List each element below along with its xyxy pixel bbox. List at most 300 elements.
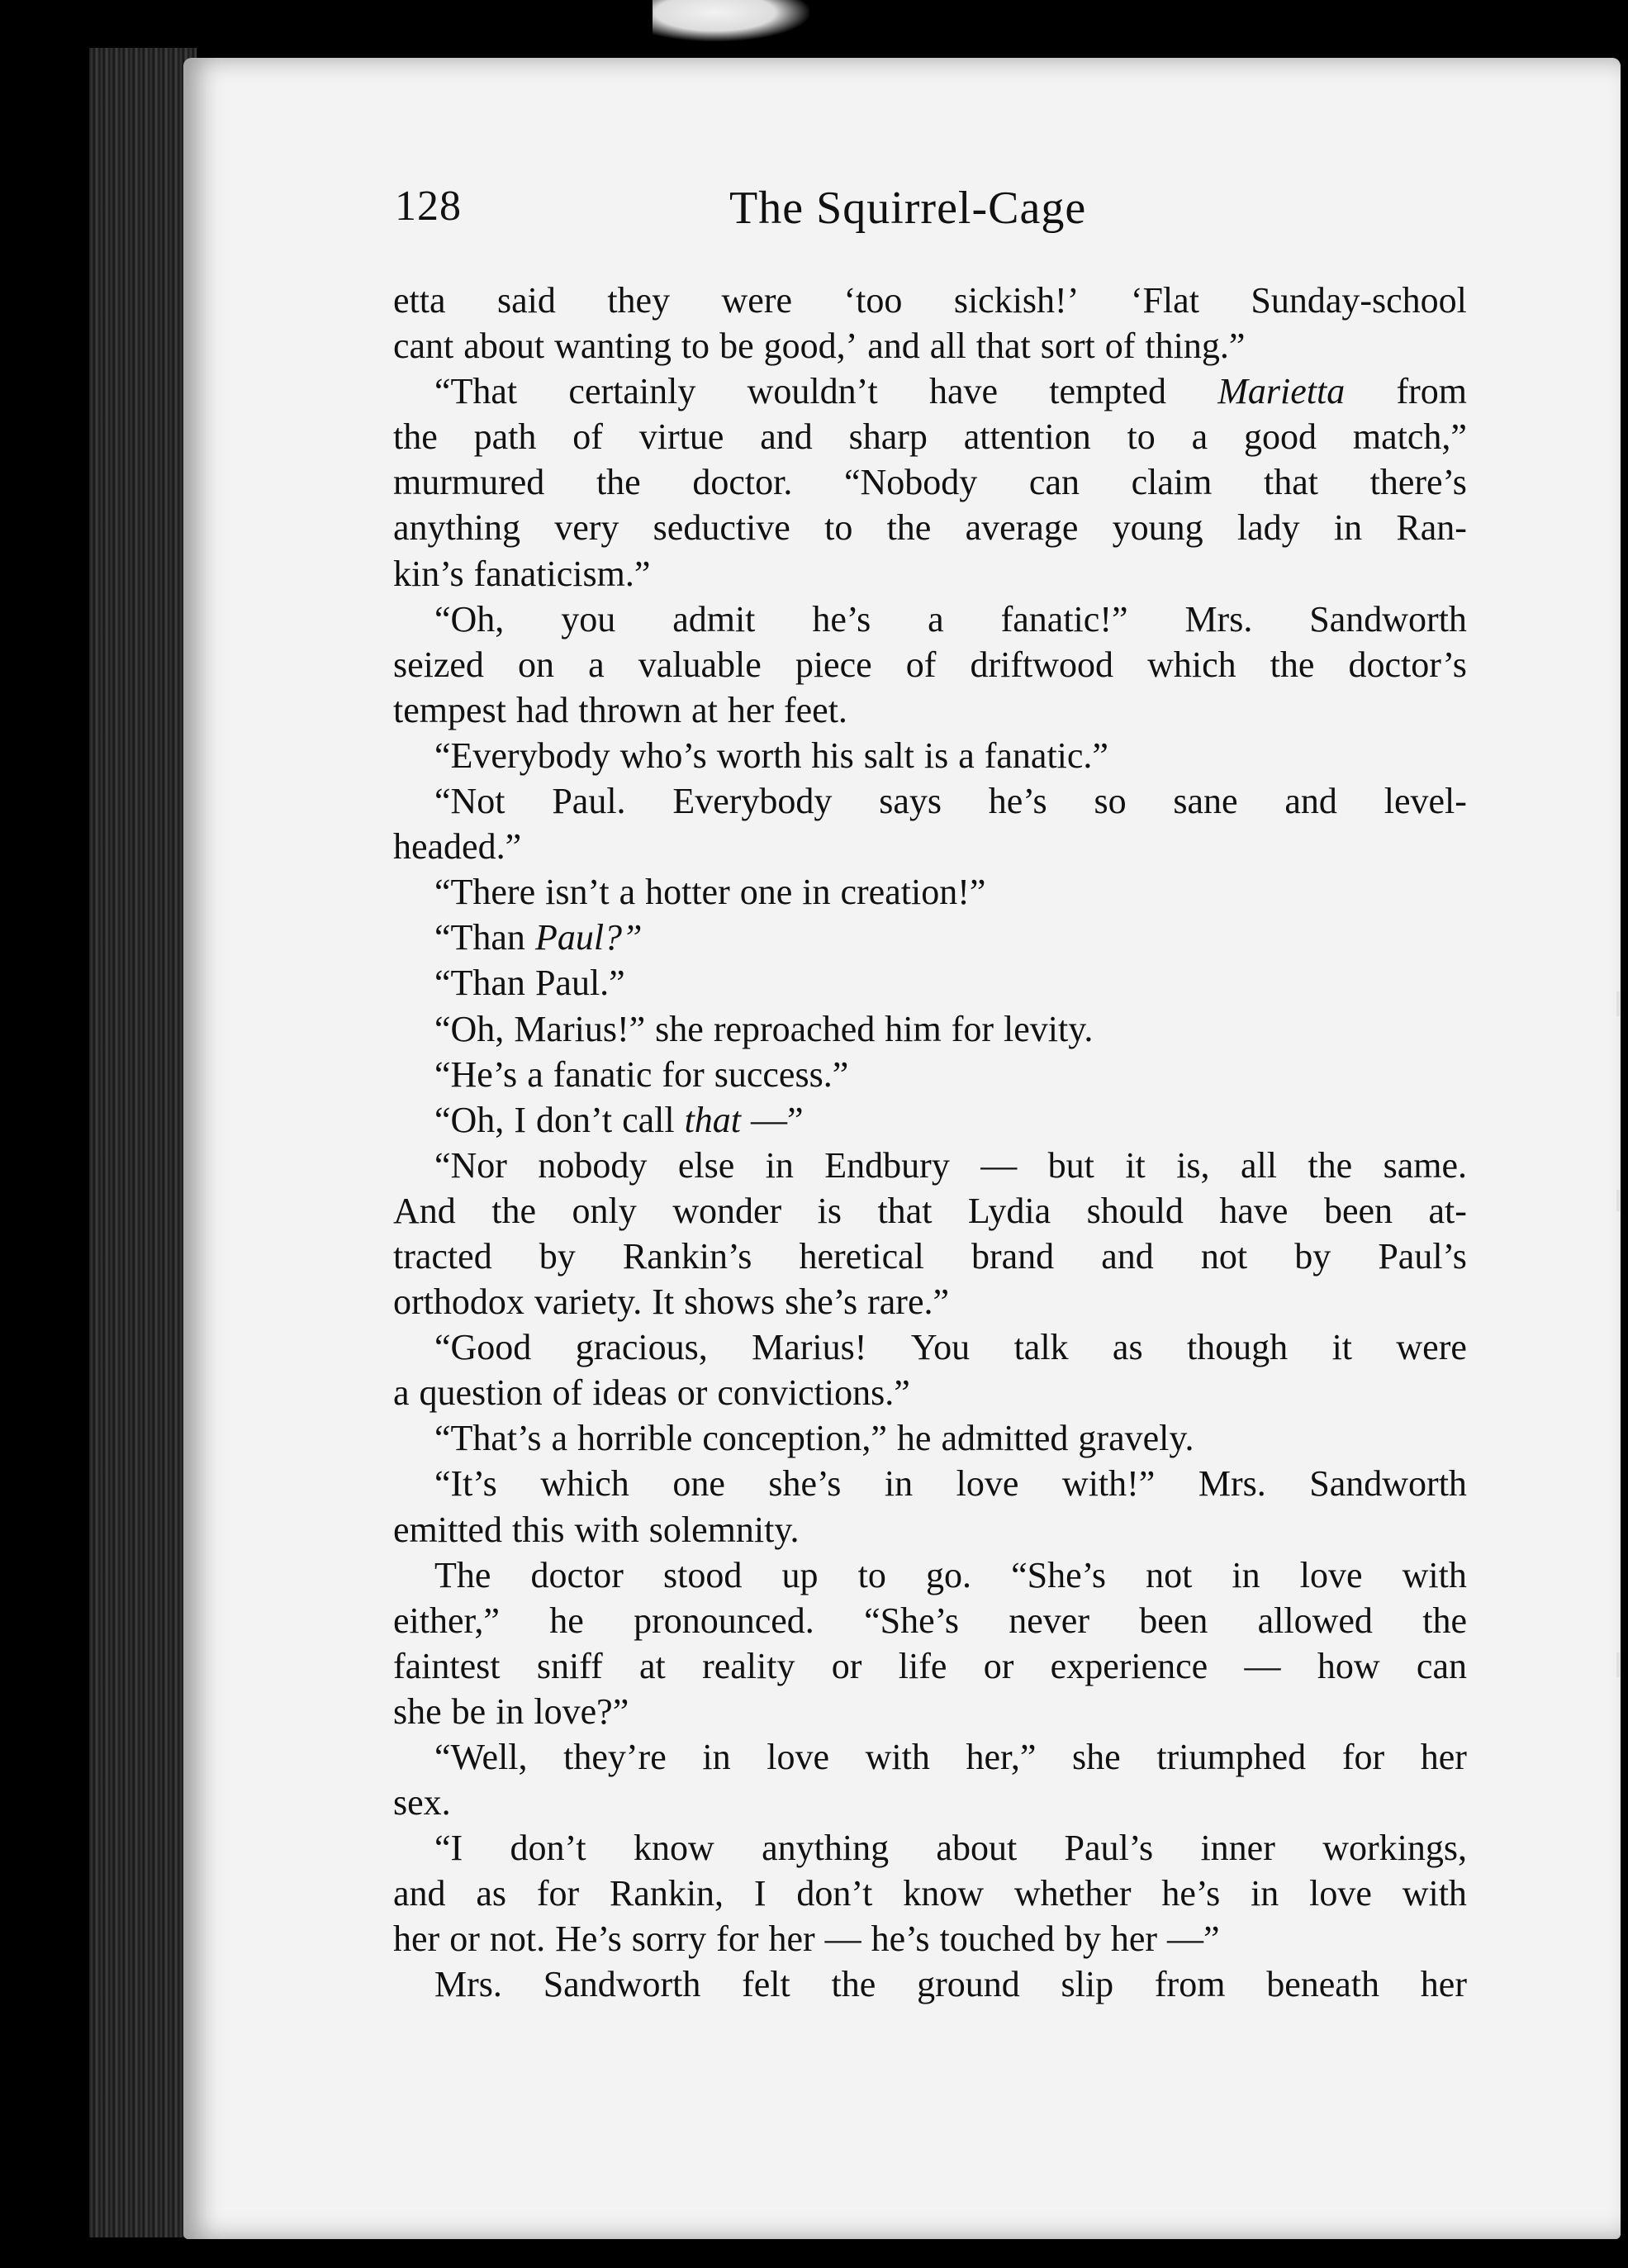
page-number: 128 [395, 183, 462, 230]
word: which [1147, 644, 1236, 685]
word: Mrs. [1198, 1463, 1266, 1505]
word: with [865, 1737, 930, 1777]
word: salt [863, 735, 914, 776]
word: in [802, 872, 831, 913]
word: by [539, 1235, 576, 1277]
word: young [1112, 507, 1203, 549]
word: thrown [578, 689, 682, 730]
word: doctor. [692, 462, 793, 503]
text-line [393, 1825, 1467, 1871]
word: to [681, 326, 710, 367]
word: brand [971, 1235, 1055, 1277]
word: as [476, 1873, 506, 1914]
running-title: The Squirrel-Cage [729, 183, 1087, 234]
word: question [419, 1372, 543, 1414]
word: about [936, 1828, 1018, 1869]
word: ideas [592, 1372, 667, 1414]
word: heretical [799, 1235, 924, 1277]
word: for [662, 1053, 705, 1095]
word: “She’s [1011, 1554, 1106, 1595]
word: Paul?” [534, 917, 643, 958]
word: Marietta [1217, 371, 1346, 412]
word: admitted [941, 1418, 1069, 1459]
word: she [655, 1008, 704, 1049]
word: love [1299, 1554, 1363, 1595]
word: in [496, 1690, 524, 1732]
text-line [393, 1415, 1467, 1461]
word: not [1146, 1554, 1193, 1595]
word: sorry [631, 1919, 707, 1960]
word: — [824, 1919, 861, 1960]
word: sharp [848, 416, 928, 458]
text-line [393, 323, 1467, 368]
word: allowed [1257, 1600, 1373, 1641]
word: that [877, 1190, 933, 1231]
word: Paul. [552, 781, 626, 822]
word: at [639, 1645, 666, 1686]
word: level- [1384, 781, 1467, 822]
word: should [1086, 1190, 1184, 1231]
text-line [393, 414, 1467, 459]
word: talk [1013, 1327, 1069, 1368]
word: be [451, 1690, 487, 1732]
word: said [496, 280, 556, 321]
text-line [393, 1780, 1467, 1825]
word: a [527, 1053, 543, 1095]
word: her [1420, 1737, 1467, 1777]
word: either,” [393, 1600, 500, 1641]
word: “Than [434, 963, 525, 1004]
word: murmured [393, 462, 545, 503]
word: that [1264, 462, 1318, 503]
word: the [831, 1964, 876, 2005]
word: know [903, 1873, 985, 1914]
word: she’s [768, 1463, 842, 1505]
word: feet. [784, 689, 847, 730]
word: ‘too [843, 280, 903, 321]
word: tracted [393, 1235, 492, 1277]
word: about [463, 326, 545, 367]
word: average [965, 507, 1079, 549]
word: the [1270, 644, 1315, 685]
word: been [1139, 1600, 1208, 1641]
word: he [549, 1600, 584, 1641]
word: they’re [563, 1737, 667, 1777]
word: of [572, 416, 603, 458]
text-line [393, 869, 1467, 915]
word: don’t [510, 1828, 586, 1869]
word: lady [1236, 507, 1300, 549]
word: very [554, 507, 619, 549]
word: her [1110, 1919, 1158, 1960]
word: Everybody [672, 781, 833, 822]
word: Endbury [824, 1144, 950, 1186]
word: were [1396, 1327, 1467, 1368]
word: ‘Flat [1130, 280, 1199, 321]
word: he’s [1161, 1873, 1221, 1914]
word: Rankin, [609, 1873, 724, 1914]
word: love [767, 1737, 829, 1777]
word: in [765, 1144, 794, 1186]
word: the [393, 416, 438, 458]
word: And [393, 1190, 456, 1231]
word: gracious, [575, 1327, 708, 1368]
word: of [1104, 326, 1136, 367]
word: “It’s [434, 1463, 497, 1505]
word: thing.” [1145, 326, 1246, 367]
word: by [1064, 1919, 1101, 1960]
word: — [1244, 1645, 1281, 1686]
word: is [923, 735, 949, 776]
word: stood [663, 1554, 743, 1595]
word: all [1240, 1144, 1277, 1186]
word: admit [672, 598, 756, 640]
word: for [716, 1919, 759, 1960]
word: with [1402, 1554, 1467, 1595]
word: but [1047, 1144, 1094, 1186]
word: variety. [534, 1281, 643, 1323]
word: horrible [577, 1418, 693, 1459]
word: levity. [1004, 1008, 1094, 1049]
word: solemnity. [648, 1509, 800, 1550]
word: she [393, 1690, 442, 1732]
word: Paul’s [1378, 1235, 1467, 1277]
text-line [393, 1324, 1467, 1370]
word: her [393, 1919, 440, 1960]
word: inner [1200, 1828, 1275, 1869]
word: her [768, 1919, 815, 1960]
word: valuable [638, 644, 762, 685]
word: good,’ [763, 326, 858, 367]
word: worth [716, 735, 802, 776]
word: in [1251, 1873, 1279, 1914]
word: “Nor [434, 1144, 507, 1186]
word: or [831, 1645, 862, 1686]
word: — [980, 1144, 1018, 1186]
word: her [1420, 1964, 1467, 2005]
word: Marius!” [514, 1008, 646, 1049]
word: anything [393, 507, 520, 549]
word: Sunday-school [1251, 280, 1467, 321]
word: conception,” [702, 1418, 887, 1459]
word: his [811, 735, 854, 776]
word: the [1308, 1144, 1353, 1186]
text-line [393, 1734, 1467, 1780]
text-line [393, 1234, 1467, 1279]
word: “He’s [434, 1053, 518, 1095]
word: up [781, 1554, 819, 1595]
word: in [702, 1737, 731, 1777]
running-header [395, 182, 1469, 248]
text-line [393, 1006, 1467, 1052]
word: fanatic.” [984, 735, 1108, 776]
word: there’s [1369, 462, 1467, 503]
word: only [572, 1190, 637, 1231]
text-line [393, 642, 1467, 687]
text-line [393, 733, 1467, 778]
word: hotter [645, 872, 730, 913]
word: with [574, 1509, 639, 1550]
word: workings, [1322, 1828, 1467, 1869]
word: wanting [554, 326, 672, 367]
word: from [1396, 371, 1467, 412]
word: pronounced. [634, 1600, 814, 1641]
word: Ran- [1396, 507, 1467, 549]
word: a [1191, 416, 1208, 458]
word: or [983, 1645, 1014, 1686]
word: with [1402, 1873, 1467, 1914]
word: good [1244, 416, 1317, 458]
word: and [393, 1873, 446, 1914]
word: that [975, 326, 1031, 367]
word: felt [742, 1964, 790, 2005]
word: a [588, 644, 605, 685]
word: is, [1176, 1144, 1210, 1186]
word: go. [925, 1554, 971, 1595]
word: isn’t [545, 872, 610, 913]
word: life [898, 1645, 947, 1686]
word: success.” [714, 1053, 849, 1095]
word: Paul.” [534, 963, 625, 1004]
word: the [491, 1190, 537, 1231]
word: love [1309, 1873, 1372, 1914]
word: Rankin’s [622, 1235, 752, 1277]
word: orthodox [393, 1281, 524, 1323]
word: “Not [434, 781, 505, 822]
word: doctor’s [1348, 644, 1467, 685]
word: he’s [812, 598, 871, 640]
word: to [857, 1554, 886, 1595]
text-line [393, 824, 1467, 869]
word: Sandworth [1309, 1463, 1467, 1505]
word: a [619, 872, 636, 913]
word: he’s [871, 1919, 930, 1960]
word: so [1094, 781, 1127, 822]
word: Mrs. [1184, 598, 1253, 640]
word: faintest [393, 1645, 501, 1686]
word: fanatic [553, 1053, 653, 1095]
word: Mrs. [434, 1964, 502, 2005]
word: been [1323, 1190, 1393, 1231]
word: don’t [535, 1099, 613, 1140]
word: at [691, 689, 718, 730]
word: in [1232, 1554, 1260, 1595]
word: call [622, 1099, 675, 1140]
word: reproached [713, 1008, 876, 1049]
word: driftwood [970, 644, 1113, 685]
word: she [1072, 1737, 1121, 1777]
word: and [1101, 1235, 1154, 1277]
word: nobody [538, 1144, 648, 1186]
word: wouldn’t [747, 371, 878, 412]
word: don’t [796, 1873, 873, 1914]
word: they [607, 280, 671, 321]
word: and [760, 416, 813, 458]
word: “Oh, [434, 1008, 505, 1049]
word: Marius! [752, 1327, 867, 1368]
word: “Nobody [843, 462, 978, 503]
text-line [393, 551, 1467, 597]
word: anything [762, 1828, 890, 1869]
word: know [633, 1828, 714, 1869]
word: you [561, 598, 616, 640]
word: she’s [785, 1281, 858, 1323]
word: doctor [530, 1554, 624, 1595]
word: from [1154, 1964, 1226, 2005]
word: to [1127, 416, 1156, 458]
text-line [393, 459, 1467, 505]
word: not. [489, 1919, 546, 1960]
word: rare.” [867, 1281, 950, 1323]
word: shows [684, 1281, 776, 1323]
word: seductive [653, 507, 790, 549]
word: for [951, 1008, 994, 1049]
word: etta [393, 280, 446, 321]
word: Paul’s [1064, 1828, 1154, 1869]
word: “That’s [434, 1418, 542, 1459]
word: certainly [568, 371, 696, 412]
text-line [393, 1916, 1467, 1961]
word: whether [1013, 1873, 1132, 1914]
word: reality [702, 1645, 795, 1686]
word: or [676, 1372, 708, 1414]
word: “I [434, 1828, 463, 1869]
word: sex. [393, 1782, 451, 1823]
word: her,” [966, 1737, 1037, 1777]
word: You [910, 1327, 971, 1368]
word: him [885, 1008, 942, 1049]
word: claim [1131, 462, 1213, 503]
word: have [1219, 1190, 1289, 1231]
text-line [393, 915, 1467, 960]
word: he [896, 1418, 932, 1459]
word: The [434, 1554, 491, 1595]
page-stack-edge [89, 48, 197, 2237]
word: Sandworth [1309, 598, 1467, 640]
word: the [886, 507, 932, 549]
word: emitted [393, 1509, 502, 1550]
word: Lydia [967, 1190, 1051, 1231]
word: had [515, 689, 569, 730]
word: kin’s [393, 553, 464, 594]
text-line [393, 778, 1467, 824]
text-line [393, 1643, 1467, 1689]
word: He’s [555, 1919, 622, 1960]
word: were [721, 280, 793, 321]
word: can [1028, 462, 1080, 503]
word: headed.” [393, 826, 522, 868]
text-line [393, 1552, 1467, 1598]
text-line [393, 1689, 1467, 1734]
text-line [393, 597, 1467, 642]
word: and [1284, 781, 1337, 822]
word: —” [1167, 1919, 1220, 1960]
word: in [884, 1463, 914, 1505]
word: for [1341, 1737, 1385, 1777]
word: one [739, 872, 793, 913]
margin-mark [1616, 991, 1620, 1016]
word: it [1331, 1327, 1353, 1368]
body-text [393, 278, 1467, 2008]
word: on [518, 644, 555, 685]
word: at- [1428, 1190, 1467, 1231]
margin-mark [1616, 1652, 1620, 1677]
word: attention [963, 416, 1091, 458]
word: creation!” [840, 872, 986, 913]
text-line [393, 1188, 1467, 1234]
word: sort [1040, 326, 1095, 367]
word: one [672, 1463, 725, 1505]
word: cant [393, 326, 454, 367]
text-line [393, 687, 1467, 733]
word: how [1317, 1645, 1380, 1686]
word: beneath [1266, 1964, 1380, 2005]
word: “Oh, [434, 1099, 505, 1140]
word: love?” [534, 1690, 629, 1732]
word: by [1294, 1235, 1331, 1277]
word: path [473, 416, 537, 458]
word: —” [751, 1099, 804, 1140]
word: the [1422, 1600, 1467, 1641]
text-line [393, 278, 1467, 323]
word: “Well, [434, 1737, 528, 1777]
text-line [393, 505, 1467, 550]
word: seized [393, 644, 484, 685]
word: “Oh, [434, 598, 505, 640]
word: have [928, 371, 998, 412]
word: fanaticism.” [473, 553, 651, 594]
word: fanatic!” [1000, 598, 1128, 640]
word: “Than [434, 917, 525, 958]
word: all [929, 326, 966, 367]
word: I [514, 1099, 526, 1140]
word: or [449, 1919, 480, 1960]
word: as [1112, 1327, 1143, 1368]
text-line [393, 1961, 1467, 2007]
word: and [867, 326, 920, 367]
text-line [393, 1279, 1467, 1324]
word: never [1009, 1600, 1089, 1641]
word: a [928, 598, 944, 640]
word: the [596, 462, 641, 503]
word: a [393, 1372, 410, 1414]
word: same. [1383, 1144, 1467, 1186]
text-line [393, 1097, 1467, 1143]
word: in [1333, 507, 1363, 549]
ink-blot [653, 0, 809, 41]
word: it [1125, 1144, 1146, 1186]
word: of [905, 644, 937, 685]
word: that [684, 1099, 742, 1140]
word: slip [1061, 1964, 1114, 2005]
word: a [958, 735, 975, 776]
word: triumphed [1156, 1737, 1307, 1777]
word: “That [434, 371, 518, 412]
word: with!” [1061, 1463, 1156, 1505]
word: of [552, 1372, 583, 1414]
word: else [677, 1144, 735, 1186]
word: convictions.” [717, 1372, 910, 1414]
word: her [727, 689, 774, 730]
text-line [393, 1370, 1467, 1415]
word: is [817, 1190, 842, 1231]
word: be [719, 326, 754, 367]
word: who’s [619, 735, 707, 776]
text-line [393, 1871, 1467, 1916]
word: virtue [638, 416, 724, 458]
text-line [393, 1143, 1467, 1188]
word: Sandworth [543, 1964, 701, 2005]
